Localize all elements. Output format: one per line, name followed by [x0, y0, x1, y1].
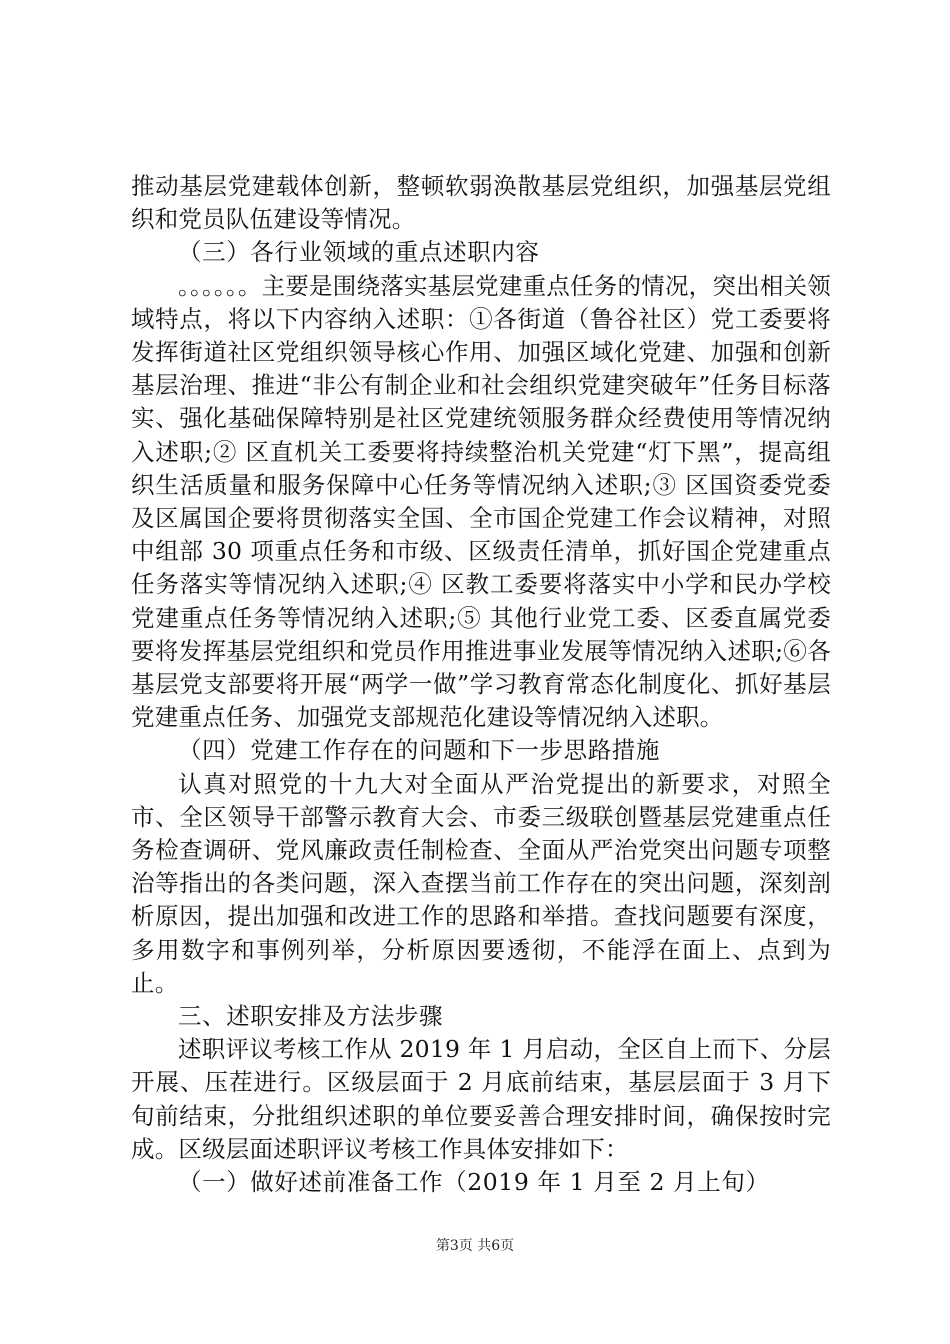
- section-heading-arrangement: 三、述职安排及方法步骤: [178, 1002, 444, 1031]
- section-heading-4: （四）党建工作存在的问题和下一步思路措施: [178, 736, 660, 765]
- paragraph-continuation: 推动基层党建载体创新，整顿软弱涣散基层党组织，加强基层党组织和党员队伍建设等情况。: [131, 172, 831, 234]
- paragraph-schedule: 述职评议考核工作从 2019 年 1 月启动，全区自上而下、分层开展、压茬进行。区级层面于 2 月底前结束，基层层面于 3 月下旬前结束，分批组织述职的单位要妥善合理安排时间，确保按时完成。区级层面述职评议考核工作具体安排如下：: [131, 1035, 831, 1163]
- section-heading-3: （三）各行业领域的重点述职内容: [178, 238, 540, 267]
- paragraph-industry-content: 。。。。。。主要是围绕落实基层党建重点任务的情况，突出相关领域特点，将以下内容纳入述职：①各街道（鲁谷社区）党工委要将发挥街道社区党组织领导核心作用、加强区域化党建、加强和创新基层治理、推进“非公有制企业和社会组织党建突破年”任务目标落实、强化基础保障特别是社区党建统领服务群众经费使用等情况纳入述职;② 区直机关工委要将持续整治机关党建“灯下黑”，提高组织生活质量和服务保障中心任务等情况纳入述职;③ 区国资委党委及区属国企要将贯彻落实全国、全市国企党建工作会议精神，对照中组部 30 项重点任务和市级、区级责任清单，抓好国企党建重点任务落实等情况纳入述职;④ 区教工委要将落实中小学和民办学校党建重点任务等情况纳入述职;⑤ 其他行业党工委、区委直属党委要将发挥基层党组织和党员作用推进事业发展等情况纳入述职;⑥各基层党支部要将开展“两学一做”学习教育常态化制度化、抓好基层党建重点任务、加强党支部规范化建设等情况纳入述职。: [131, 271, 831, 732]
- section-heading-preparation: （一）做好述前准备工作（2019 年 1 月至 2 月上旬）: [178, 1168, 770, 1197]
- paragraph-problems: 认真对照党的十九大对全面从严治党提出的新要求，对照全市、全区领导干部警示教育大会、市委三级联创暨基层党建重点任务检查调研、党风廉政责任制检查、全面从严治党突出问题专项整治等指出的各类问题，深入查摆当前工作存在的突出问题，深刻剖析原因，提出加强和改进工作的思路和举措。查找问题要有深度，多用数字和事例列举，分析原因要透彻，不能浮在面上、点到为止。: [131, 769, 831, 997]
- page-number-footer: 第3页 共6页: [435, 1238, 515, 1254]
- document-body: [131, 170, 831, 1199]
